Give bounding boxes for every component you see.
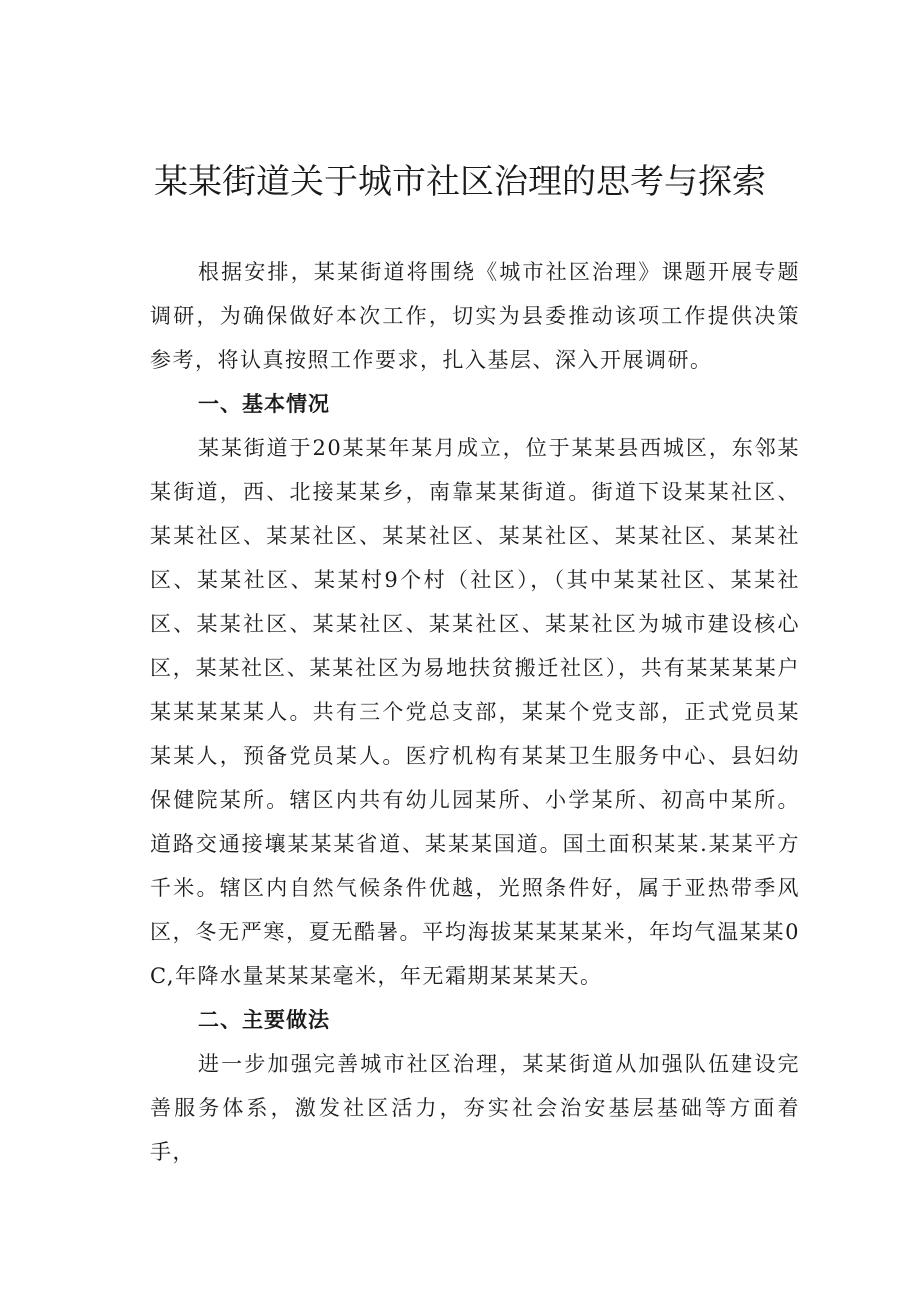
document-body [150,250,800,1174]
section-heading-main-practices: 二、主要做法 [198,1008,330,1032]
intro-paragraph: 根据安排，某某街道将围绕《城市社区治理》课题开展专题调研，为确保做好本次工作，切实为县委推动该项工作提供决策参考，将认真按照工作要求，扎入基层、深入开展调研。 [150,260,800,372]
basic-info-paragraph: 某某街道于20某某年某月成立，位于某某县西城区，东邻某某街道，西、北接某某乡，南靠某某街道。街道下设某某社区、某某社区、某某社区、某某社区、某某社区、某某社区、某某社区、某某社区、某某村9个村（社区），（其中某某社区、某某社区、某某社区、某某社区、某某社区、某某社区为城市建设核心区，某某社区、某某社区为易地扶贫搬迁社区），共有某某某某户某某某某某人。共有三个党总支部，某某个党支部，正式党员某某某人，预备党员某人。医疗机构有某某卫生服务中心、县妇幼保健院某所。辖区内共有幼儿园某所、小学某所、初高中某所。道路交通接壤某某某省道、某某某国道。国土面积某某.某某平方千米。辖区内自然气候条件优越，光照条件好，属于亚热带季风区，冬无严寒，夏无酷暑。平均海拔某某某某米，年均气温某某0C,年降水量某某某毫米，年无霜期某某某天。 [150,436,800,988]
section-heading-basic-info: 一、基本情况 [198,392,330,416]
main-practices-paragraph: 进一步加强完善城市社区治理，某某街道从加强队伍建设完善服务体系，激发社区活力，夯实社会治安基层基础等方面着手， [150,1052,800,1164]
page-title: 某某街道关于城市社区治理的思考与探索 [154,162,766,202]
